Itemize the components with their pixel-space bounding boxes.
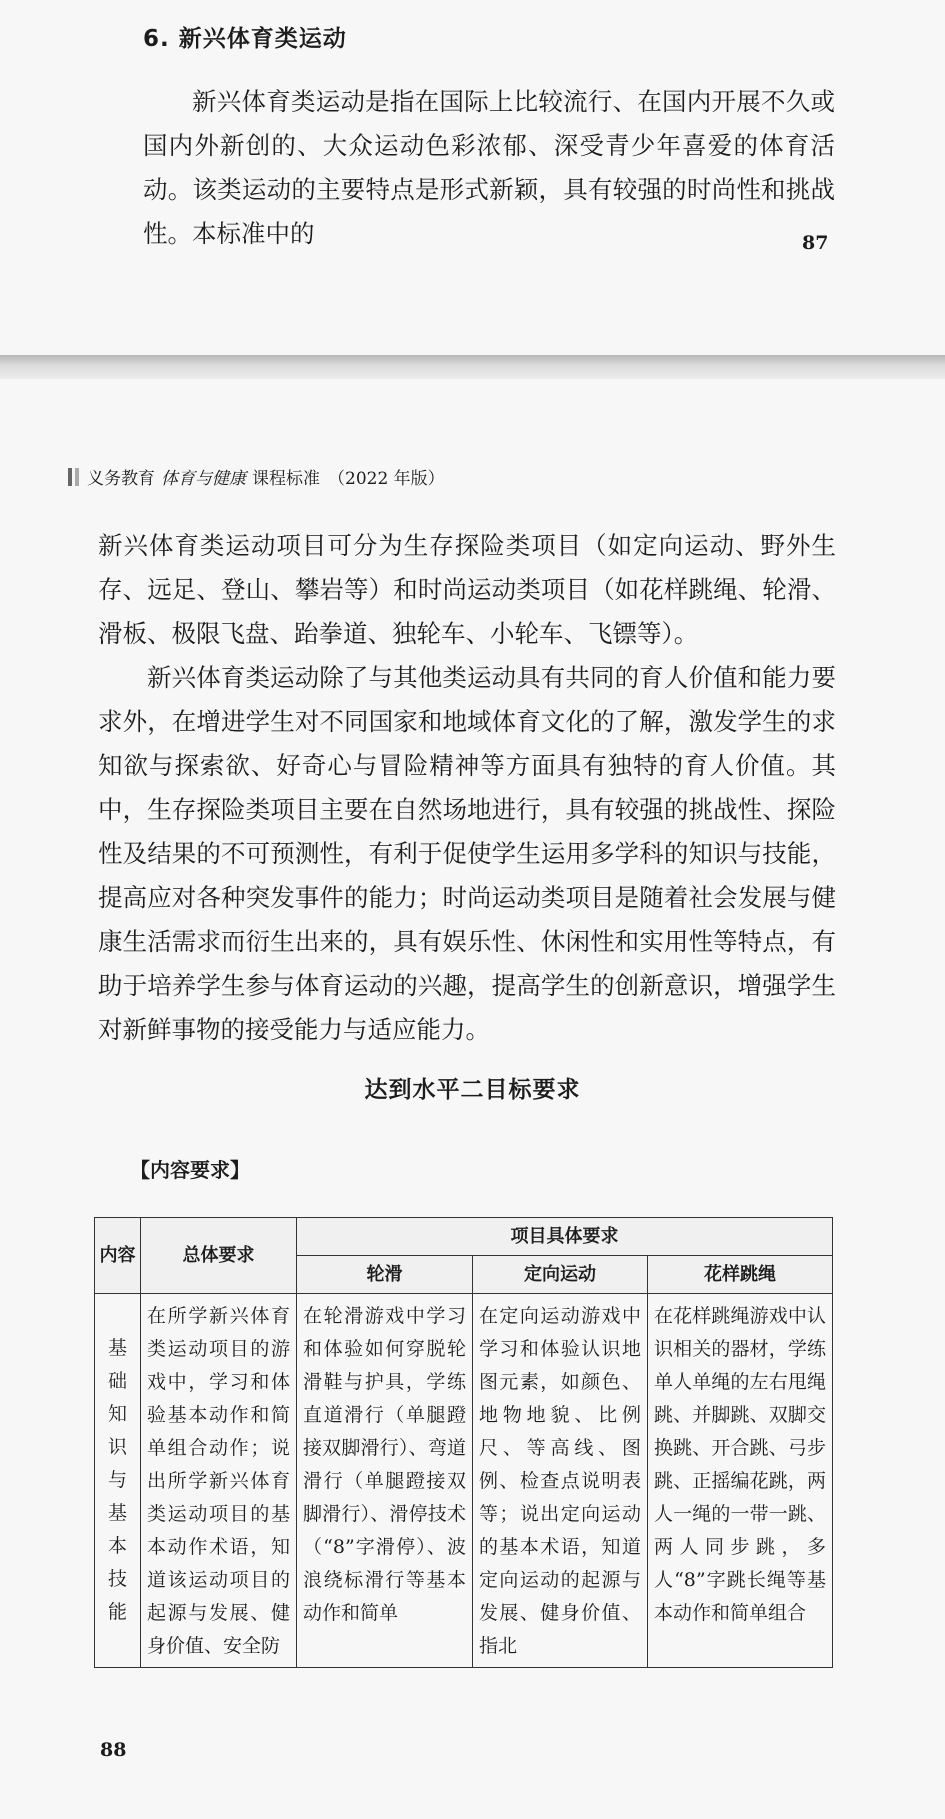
page-number-88: 88 [100, 1739, 127, 1761]
cell-category: 基础知识与基本技能 [95, 1294, 141, 1668]
header-specific: 项目具体要求 [297, 1218, 833, 1256]
paragraph-values: 新兴体育类运动除了与其他类运动具有共同的育人价值和能力要求外，在增进学生对不同国家和地域体育文化的了解，激发学生的求知欲与探索欲、好奇心与冒险精神等方面具有独特的育人价值。其中，生存探险类项目主要在自然场地进行，具有较强的挑战性、探险性及结果的不可预测性，有利于促使学生运用多学科的知识与技能，提高应对各种突发事件的能力；时尚运动类项目是随着社会发展与健康生活需求而衍生出来的，具有娱乐性、休闲性和实用性等特点，有助于培养学生参与体育运动的兴趣，提高学生的创新意识，增强学生对新鲜事物的接受能力与适应能力。 [98, 663, 836, 1044]
cell-rope: 在花样跳绳游戏中认识相关的器材，学练单人单绳的左右甩绳跳、并脚跳、双脚交换跳、开合跳、弓步跳、正摇编花跳，两人一绳的一带一跳、两人同步跳，多人“8”字跳长绳等基本动作和简单组合 [648, 1294, 833, 1668]
cell-roller: 在轮滑游戏中学习和体验如何穿脱轮滑鞋与护具，学练直道滑行（单腿蹬接双脚滑行）、弯道滑行（单腿蹬接双脚滑行）、滑停技术（“8”字滑停）、波浪绕标滑行等基本动作和简单 [297, 1294, 473, 1668]
section-title: 6. 新兴体育类运动 [143, 26, 347, 52]
header-overall: 总体要求 [141, 1218, 297, 1294]
intro-paragraph: 新兴体育类运动是指在国际上比较流行、在国内开展不久或国内外新创的、大众运动色彩浓郁、深受青少年喜爱的体育活动。该类运动的主要特点是形式新颖，具有较强的时尚性和挑战性。本标准中的 [143, 87, 835, 248]
intro-paragraph-block [143, 80, 835, 256]
page-separator [0, 355, 945, 379]
table-header-row [95, 1218, 833, 1256]
header-edition: （2022 年版） [328, 469, 445, 489]
header-roller: 轮滑 [297, 1256, 473, 1294]
header-content: 内容 [95, 1218, 141, 1294]
header-curriculum-standard: 课程标准 [252, 469, 320, 489]
page-number-87: 87 [802, 232, 829, 254]
header-subject: 体育与健康 [161, 469, 246, 489]
page-88 [0, 379, 945, 1819]
header-bars-icon [68, 468, 79, 486]
goal-title: 达到水平二目标要求 [364, 1077, 581, 1103]
table-row [95, 1294, 833, 1668]
body-text [98, 524, 836, 1052]
cell-orienteering: 在定向运动游戏中学习和体验认识地图元素，如颜色、地物地貌、比例尺、等高线、图例、检查点说明表等；说出定向运动的基本术语，知道定向运动的起源与发展、健身价值、指北 [473, 1294, 648, 1668]
running-header [68, 464, 445, 489]
paragraph-categories: 新兴体育类运动项目可分为生存探险类项目（如定向运动、野外生存、远足、登山、攀岩等）和时尚运动类项目（如花样跳绳、轮滑、滑板、极限飞盘、跆拳道、独轮车、小轮车、飞镖等）。 [98, 531, 836, 648]
page-87 [0, 0, 945, 355]
header-orienteering: 定向运动 [473, 1256, 648, 1294]
header-rope: 花样跳绳 [648, 1256, 833, 1294]
requirements-table [94, 1217, 833, 1668]
content-requirements-label: 【内容要求】 [130, 1158, 250, 1182]
cell-overall: 在所学新兴体育类运动项目的游戏中，学习和体验基本动作和简单组合动作；说出所学新兴体育类运动项目的基本动作术语，知道该运动项目的起源与发展、健身价值、安全防 [141, 1294, 297, 1668]
header-compulsory-education: 义务教育 [87, 469, 155, 489]
